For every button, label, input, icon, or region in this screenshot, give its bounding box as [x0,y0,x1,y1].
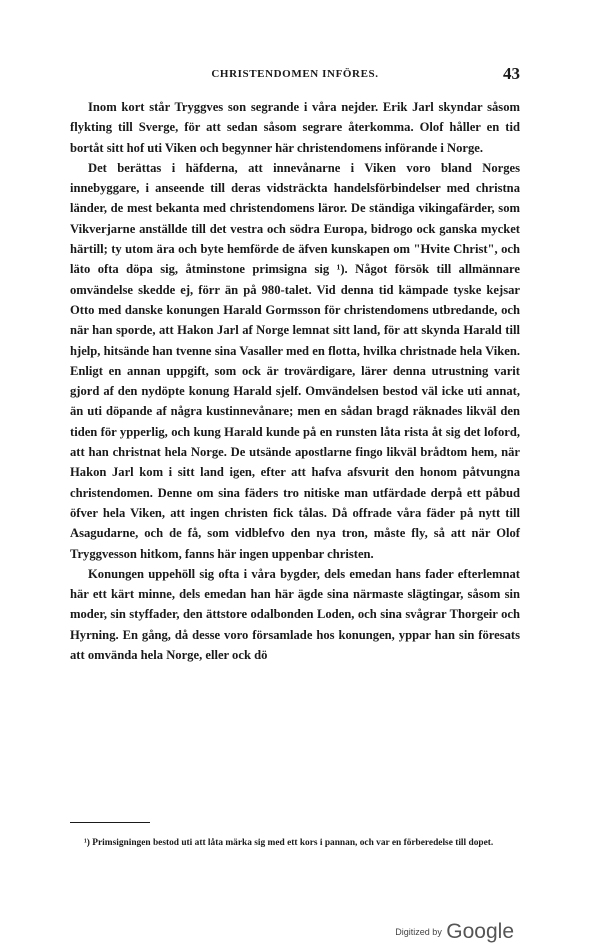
digitized-watermark [395,920,514,944]
google-logo: Google [446,920,514,943]
footnote: ¹) Primsigningen bestod uti att låta märka sig med ett kors i pannan, och var en förberedelse till dopet. [84,838,494,848]
watermark-prefix: Digitized by [395,927,442,937]
paragraph: Inom kort står Tryggves son segrande i våra nejder. Erik Jarl skyndar såsom flykting till Sverge, för att sedan såsom segrare återkomma. Olof håller en tid bortåt sitt hof uti Viken och begynner här christendomens införande i Norge. [70,100,520,155]
body-text [70,97,520,665]
paragraph: Det berättas i häfderna, att innevånarne i Viken voro bland Norges innebyggare, i anseende till deras vidsträckta handelsförbindelser med christna länder, de mest bekanta med christendomens läror. De ständiga vikingafärder, som Vikverjarne anställde till det vestra och södra Europa, bidrogo ock ganska mycket härtill; ty utom ära och byte hemförde de äfven kunskapen om "Hvite Christ", och läto ofta döpa sig, åtminstone primsigna sig ¹). Något försök till allmännare omvändelse skedde ej, förr än på 980-talet. Vid denna tid kämpade tyske kejsar Otto med danske konungen Harald Gormsson för christendomens utbredande, och när han sporde, att Hakon Jarl af Norge lemnat sitt land, för att skynda Harald till hjelp, hitsände han tvenne sina Vasaller med en flotta, hvilka christnade hela Viken. Enligt en annan uppgift, som ock är trovärdigare, lärer denna utrustning varit gjord af den nydöpte konung Harald sjelf. Omvändelsen bestod väl icke uti annat, än uti döpande af några kustinnevånare; men en sådan bragd räknades likväl den tiden för ypperlig, och kung Harald kunde på en runsten låta rista åt sig det loford, att han christnat hela Norge. De utsände apostlarne fingo likväl brådtom hem, när Hakon Jarl kom i sitt land igen, efter att hafva afsvurit den honom påtvungna christendomen. Denne om sina fäders tro nitiske man utfärdade derpå ett påbud öfver hela Viken, att ingen christen fick tålas. Då offrade våra fäder på nytt till Asagudarne, och de få, som vidblefvo den nya tron, måste fly, så att när Olof Tryggvesson hitkom, fanns här ingen uppenbar christen. [70,160,520,561]
paragraph: Konungen uppehöll sig ofta i våra bygder, dels emedan hans fader efterlemnat här ett kärt minne, dels emedan han här ägde sina närmaste slägtingar, såsom sin moder, sin styffader, den ättstore odalbonden Loden, och sina svågrar Thorgeir och Hyrning. En gång, då desse voro församlade hos konungen, yppar han sin föresats att omvända hela Norge, eller ock dö [70,566,520,663]
running-head: CHRISTENDOMEN INFÖRES. [211,68,379,80]
footnote-divider [70,822,150,823]
page-number: 43 [503,64,520,83]
page-header [70,64,520,86]
